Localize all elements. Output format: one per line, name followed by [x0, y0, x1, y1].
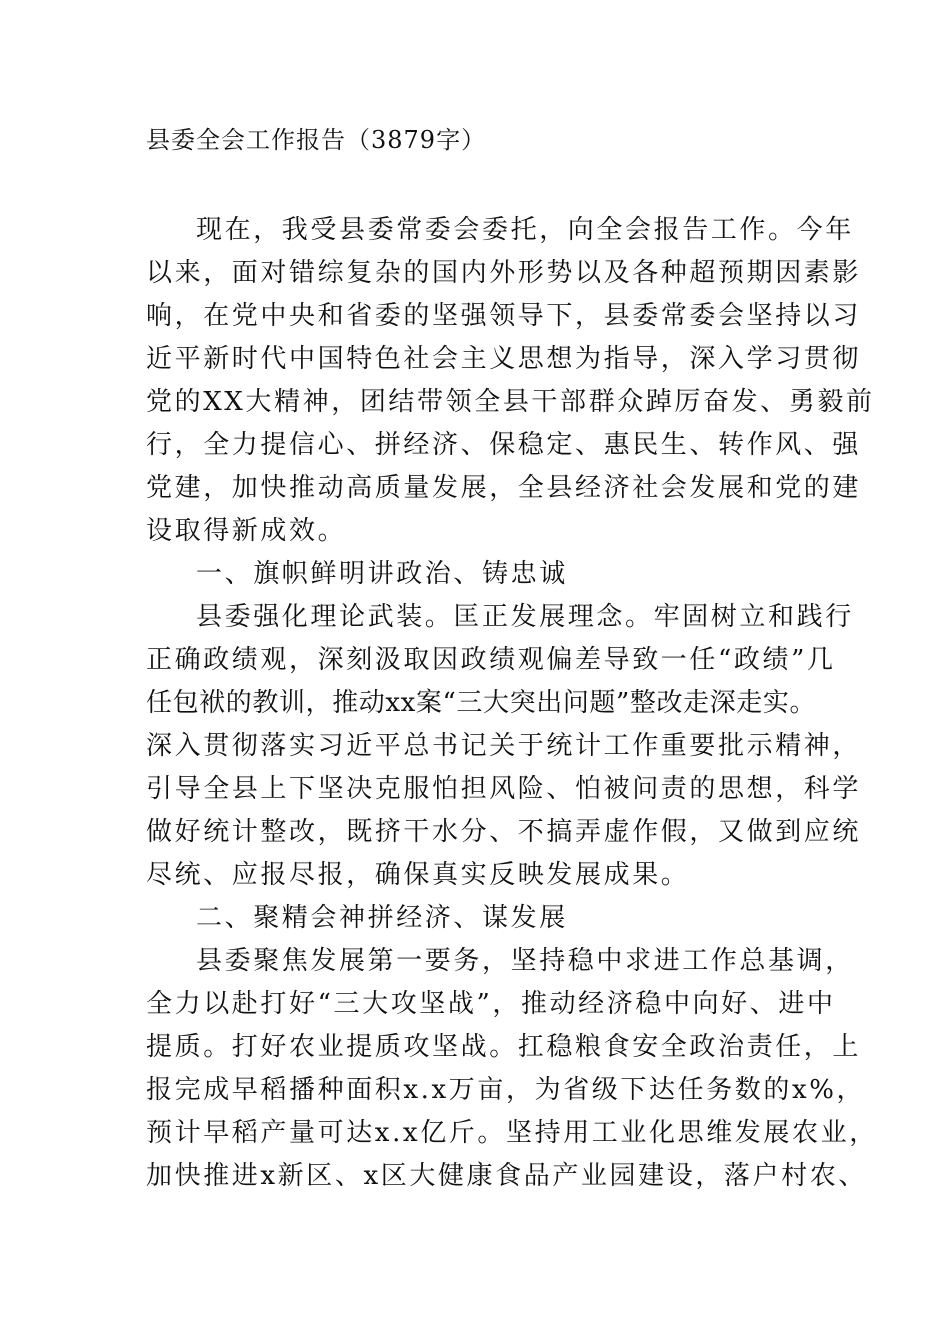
text-line: 党的XX大精神，团结带领全县干部群众踔厉奋发、勇毅前 [146, 387, 875, 417]
text-line: 报完成早稻播种面积x.x万亩，为省级下达任务数的x%， [146, 1075, 866, 1105]
text-line: 全力以赴打好“三大攻坚战”，推动经济稳中向好、进中 [146, 989, 836, 1019]
text-line: 现在，我受县委常委会委托，向全会报告工作。今年 [196, 215, 854, 245]
text-line: 设取得新成效。 [146, 516, 347, 546]
document-title: 县委全会工作报告（3879字） [146, 126, 487, 154]
text-line: 提质。打好农业提质攻坚战。扛稳粮食安全政治责任，上 [146, 1032, 862, 1062]
text-line: 加快推进x新区、x区大健康食品产业园建设，落户村农、 [146, 1161, 867, 1191]
text-line: 行，全力提信心、拼经济、保稳定、惠民生、转作风、强 [146, 430, 862, 460]
text-line: 近平新时代中国特色社会主义思想为指导，深入学习贯彻 [146, 344, 862, 374]
text-line: 尽统、应报尽报，确保真实反映发展成果。 [146, 860, 690, 890]
section-heading: 二、聚精会神拼经济、谋发展 [196, 903, 568, 933]
text-line: 引导全县上下坚决克服怕担风险、怕被问责的思想，科学 [146, 774, 862, 804]
section-heading: 一、旗帜鲜明讲政治、铸忠诚 [196, 559, 568, 589]
text-line: 以来，面对错综复杂的国内外形势以及各种超预期因素影 [146, 258, 862, 288]
text-line: 预计早稻产量可达x.x亿斤。坚持用工业化思维发展农业， [146, 1118, 878, 1148]
text-line: 响，在党中央和省委的坚强领导下，县委常委会坚持以习 [146, 301, 862, 331]
text-line: 正确政绩观，深刻汲取因政绩观偏差导致一任“政绩”几 [146, 645, 836, 675]
document-body [146, 209, 878, 1198]
text-line: 党建，加快推动高质量发展，全县经济社会发展和党的建 [146, 473, 862, 503]
text-line: 任包袱的教训，推动xx案“三大突出问题”整改走深走实。 [146, 688, 817, 718]
text-line: 县委强化理论武装。匡正发展理念。牢固树立和践行 [196, 602, 854, 632]
text-line: 县委聚焦发展第一要务，坚持稳中求进工作总基调， [196, 946, 854, 976]
text-line: 做好统计整改，既挤干水分、不搞弄虚作假，又做到应统 [146, 817, 862, 847]
text-line: 深入贯彻落实习近平总书记关于统计工作重要批示精神， [146, 731, 862, 761]
